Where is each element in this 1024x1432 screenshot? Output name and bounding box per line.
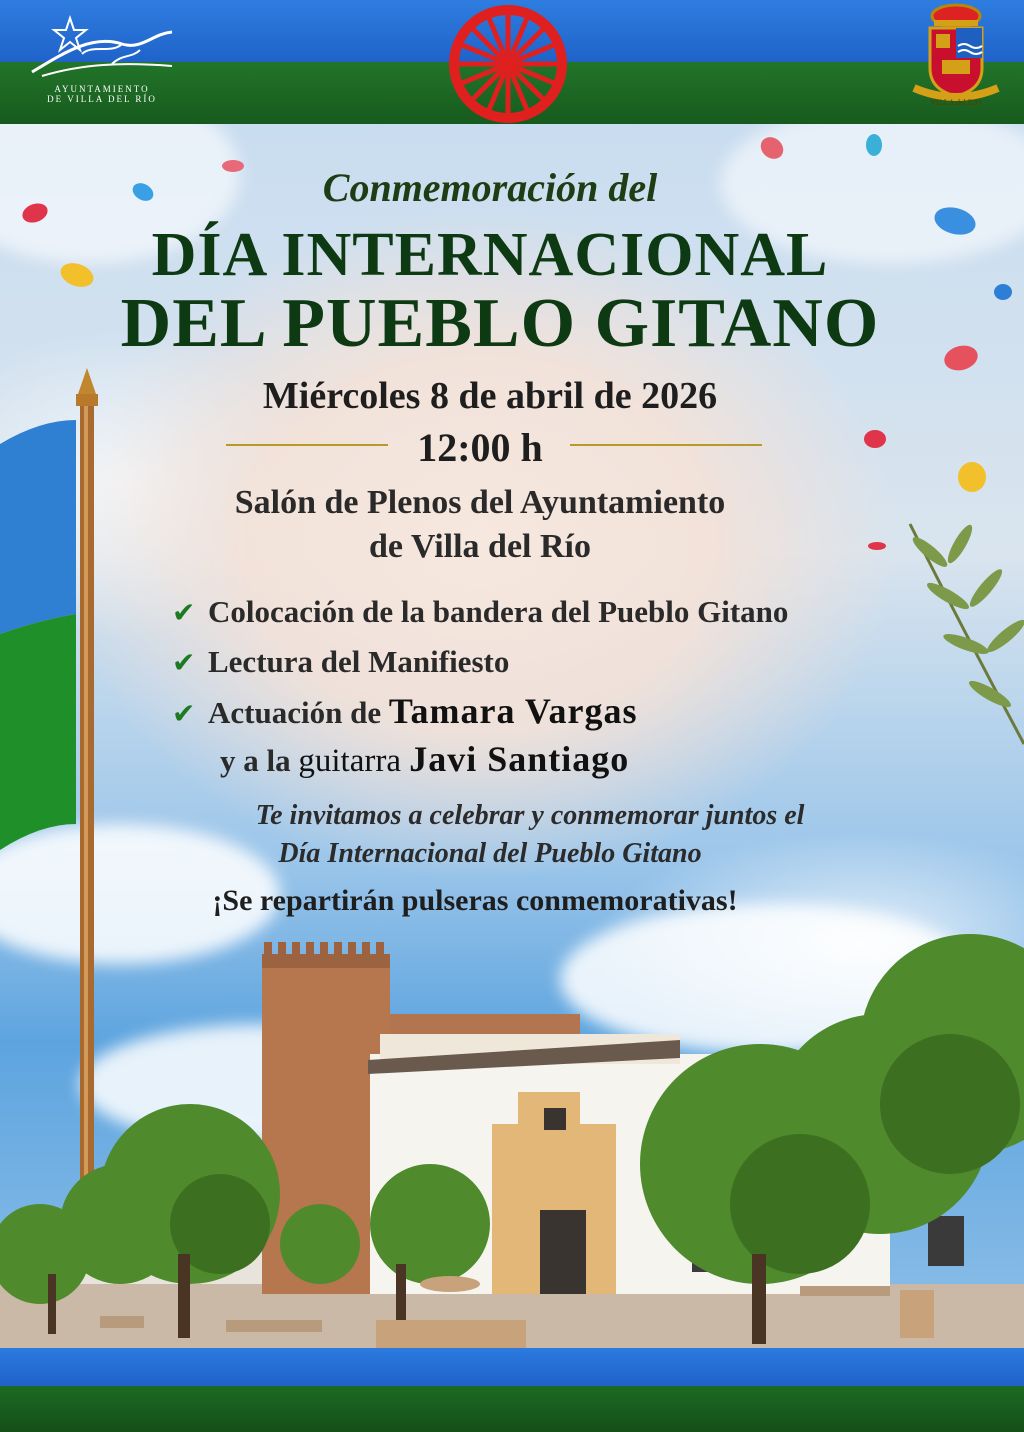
event-date: Miércoles 8 de abril de 2026	[262, 375, 718, 417]
town-logo-graphic	[22, 14, 182, 84]
tower-crenel	[264, 942, 272, 956]
footer-blue-band	[0, 1348, 1024, 1386]
confetti-petal	[864, 430, 886, 448]
poster-background	[0, 124, 1024, 1348]
event-subtitle: Conmemoración del	[322, 165, 658, 210]
guitar-word: guitarra	[298, 743, 410, 779]
check-icon: ✔	[172, 596, 196, 629]
coat-of-arms-label: VILLA del RIO	[930, 98, 982, 107]
guitar-line	[220, 738, 629, 780]
event-time: 12:00 h	[417, 425, 543, 470]
tower-crenel	[320, 942, 328, 956]
confetti-petal	[941, 342, 980, 374]
tower-crenel	[306, 942, 314, 956]
program-item	[172, 690, 638, 732]
confetti-petal	[868, 542, 886, 550]
romani-wheel-emblem	[446, 2, 570, 126]
divider-right	[570, 444, 762, 446]
divider-left	[226, 444, 388, 446]
olive-branch	[890, 504, 1024, 764]
guitar-prefix: y a la	[220, 743, 299, 778]
bracelets-note: ¡Se repartirán pulseras conmemorativas!	[212, 884, 738, 917]
guitarist-name: Javi Santiago	[409, 739, 630, 779]
check-icon: ✔	[172, 646, 196, 679]
event-title-line1: DÍA INTERNACIONAL	[151, 221, 829, 289]
program-item-text: Lectura del Manifiesto	[208, 644, 510, 679]
logo-text-bottom: DE VILLA DEL RÍO	[47, 94, 157, 104]
footer-green-band	[0, 1386, 1024, 1432]
confetti-petal	[958, 462, 986, 492]
logo-text-top: AYUNTAMIENTO	[54, 84, 150, 94]
tower-crenel	[376, 942, 384, 956]
venue-line1: Salón de Plenos del Ayuntamiento	[234, 484, 726, 521]
tower-crenel	[334, 942, 342, 956]
check-icon: ✔	[172, 697, 196, 730]
town-logo-icon	[22, 14, 182, 106]
tower-crenel	[278, 942, 286, 956]
town-hall-scene	[0, 924, 1024, 1348]
tower-crenel	[348, 942, 356, 956]
program-item	[172, 594, 788, 630]
confetti-petal	[994, 284, 1012, 300]
invite-line2: Día Internacional del Pueblo Gitano	[278, 838, 702, 869]
coat-of-arms-icon	[908, 2, 1004, 116]
program-item	[172, 644, 509, 680]
performer-name: Tamara Vargas	[388, 691, 638, 731]
tower-crenel	[292, 942, 300, 956]
confetti-petal	[866, 134, 882, 156]
program-item-text: Colocación de la bandera del Pueblo Gitano	[208, 594, 789, 629]
event-title-line2: DEL PUEBLO GITANO	[120, 285, 880, 362]
invite-line1: Te invitamos a celebrar y conmemorar juntos el	[255, 800, 805, 831]
program-item-text: Actuación de	[208, 695, 389, 730]
venue-line2: de Villa del Río	[369, 528, 591, 565]
tower-crenel	[362, 942, 370, 956]
